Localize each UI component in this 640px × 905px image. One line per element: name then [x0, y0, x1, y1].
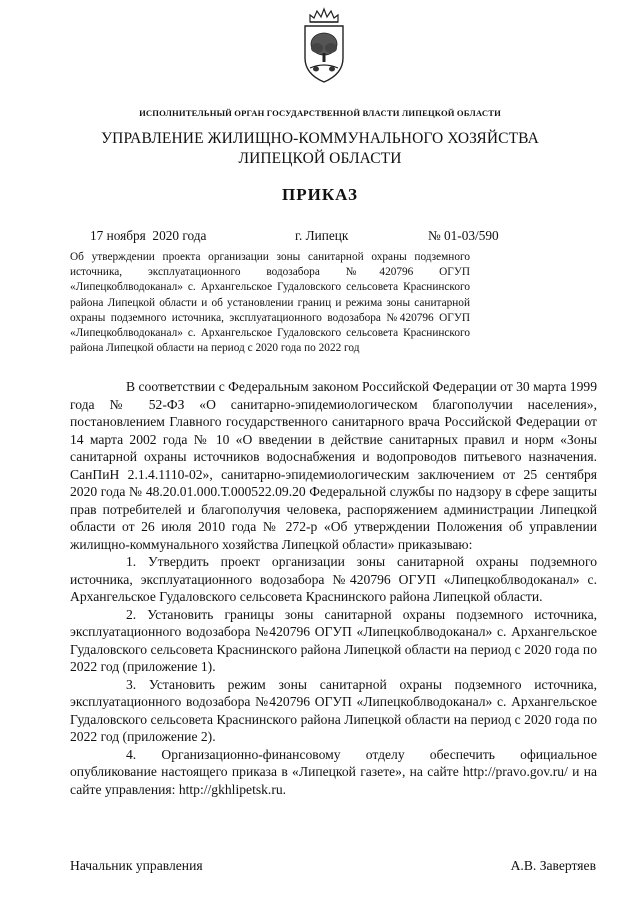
- signatory-name: А.В. Завертяев: [510, 858, 596, 873]
- order-city: г. Липецк: [295, 228, 349, 243]
- department-name: [0, 129, 640, 169]
- document-type-title: ПРИКАЗ: [282, 185, 358, 204]
- authority-name: ИСПОЛНИТЕЛЬНЫЙ ОРГАН ГОСУДАРСТВЕННОЙ ВЛАСТИ ЛИПЕЦКОЙ ОБЛАСТИ: [139, 108, 501, 118]
- order-item-3: 3. Установить режим зоны санитарной охраны подземного источника, эксплуатационного водозабора №420796 ОГУП «Липецкоблводоканал» с. Архангельское Гудаловского сельсовета Краснинского района Липецкой области на период с 2020 года по 2022 год (приложение 2).: [70, 676, 597, 744]
- preamble-paragraph: В соответствии с Федеральным законом Российской Федерации от 30 марта 1999 года № 52-ФЗ «О санитарно-эпидемиологическом благополучии населения», постановлением Главного государственного санитарного врача Российской Федерации от 14 марта 2002 года № 10 «О введении в действие санитарных правил и норм «Зоны санитарной охраны источников водоснабжения и водопроводов питьевого назначения. СанПиН 2.1.4.1110-02», санитарно-эпидемиологическим заключением от 25 сентября 2020 года № 48.20.01.000.Т.000522.09.20 Федеральной службы по надзору в сфере защиты прав потребителей и благополучия человека, распоряжением администрации Липецкой области от 26 июля 2010 года № 272-р «Об утверждении Положения об управлении жилищно-коммунального хозяйства Липецкой области» приказываю:: [70, 379, 597, 552]
- department-line-2: ЛИПЕЦКОЙ ОБЛАСТИ: [238, 150, 402, 167]
- order-item-4: 4. Организационно-финансовому отделу обеспечить официальное опубликование настоящего приказа в «Липецкой газете», на сайте http://pravo.gov.ru/ и на сайте управления: http://gkhlipetsk.ru.: [70, 746, 597, 797]
- order-subject: Об утверждении проекта организации зоны санитарной охраны подземного источника, эксплуатационного водозабора №420796 ОГУП «Липецкоблводоканал» с. Архангельское Гудаловского сельсовета Краснинского района Липецкой области и об установлении границ и режима зоны санитарной охраны подземного источника, эксплуатационного водозабора №420796 ОГУП «Липецкоблводоканал» с. Архангельское Гудаловского сельсовета Краснинского района Липецкой области на период с 2020 года по 2022 год: [70, 251, 470, 355]
- order-item-1: 1. Утвердить проект организации зоны санитарной охраны подземного источника, эксплуатационного водозабора №420796 ОГУП «Липецкоблводоканал» с. Архангельское Гудаловского сельсовета Краснинского района Липецкой области.: [70, 554, 597, 604]
- order-number: № 01-03/590: [428, 228, 499, 243]
- signatory-title: Начальник управления: [70, 858, 203, 873]
- order-body: [70, 378, 597, 798]
- department-line-1: УПРАВЛЕНИЕ ЖИЛИЩНО-КОММУНАЛЬНОГО ХОЗЯЙСТВА: [101, 130, 539, 147]
- order-item-2: 2. Установить границы зоны санитарной охраны подземного источника, эксплуатационного водозабора №420796 ОГУП «Липецкоблводоканал» с. Архангельское Гудаловского сельсовета Краснинского района Липецкой области на период с 2020 года по 2022 год (приложение 1).: [70, 606, 597, 674]
- order-date: 17 ноября 2020 года: [90, 228, 207, 243]
- coat-of-arms-icon: [300, 6, 348, 84]
